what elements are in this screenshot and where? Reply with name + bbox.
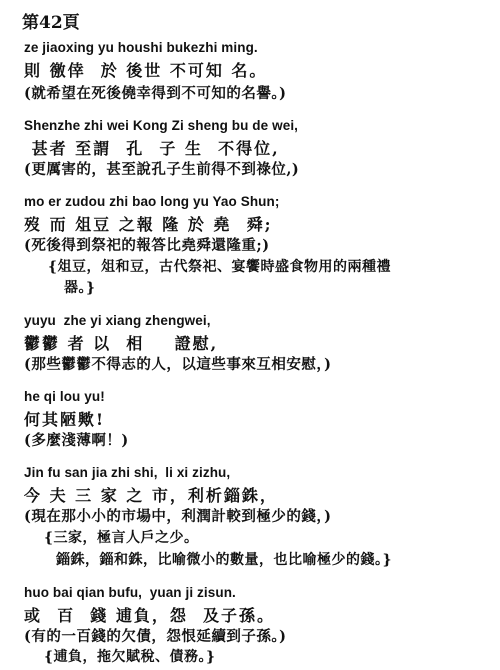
pinyin-line: yuyu zhe yi xiang zhengwei, [24,313,211,328]
translation-line: (就希望在死後僥幸得到不可知的名譽。) [24,85,287,102]
pinyin-line: mo er zudou zhi bao long yu Yao Shun; [24,194,280,209]
translation-line: (那些鬱鬱不得志的人，以這些事來互相安慰，) [24,356,332,373]
translation-line: (現在那小小的市場中，利潤計較到極少的錢，) [24,508,332,525]
classical-text-line: 何其陋歟! [24,410,106,429]
translation-line: (多麼淺薄啊！) [24,432,129,449]
note-line: 錙銖，錙和銖，比喻微小的數量，也比喻極少的錢。} [56,552,393,568]
pinyin-line: he qi lou yu! [24,389,105,404]
note-line: {三家，極言人戶之少。 [44,530,199,546]
classical-text-line: 今 夫 三 家 之 市，利析錙銖， [24,486,278,505]
pinyin-line: Shenzhe zhi wei Kong Zi sheng bu de wei, [24,118,299,133]
translation-line: (有的一百錢的欠債，怨恨延續到子孫。) [24,628,287,645]
classical-text-line: 或 百 錢 逋負，怨 及子孫。 [24,606,275,625]
page-number: 第42頁 [22,13,80,33]
note-line: 器。} [64,280,96,296]
pinyin-line: huo bai qian bufu, yuan ji zisun. [24,585,236,600]
pinyin-line: Jin fu san jia zhi shi, li xi zizhu, [24,465,231,480]
classical-text-line: 歿 而 俎豆 之報 隆 於 堯 舜; [24,215,273,234]
note-line: {逋負，拖欠賦稅、債務。} [44,649,216,665]
translation-line: (更厲害的，甚至說孔子生前得不到祿位,) [24,161,300,178]
classical-text-line: 甚者 至謂 孔 子 生 不得位, [24,139,280,158]
pinyin-line: ze jiaoxing yu houshi bukezhi ming. [24,40,258,55]
note-line: {俎豆，俎和豆，古代祭祀、宴饗時盛食物用的兩種禮 [48,259,392,275]
translation-line: (死後得到祭祀的報答比堯舜還隆重;) [24,237,270,254]
classical-text-line: 鬱鬱 者 以 相 證慰, [24,334,219,353]
classical-text-line: 則 徼倖 於 後世 不可知 名。 [24,61,268,80]
